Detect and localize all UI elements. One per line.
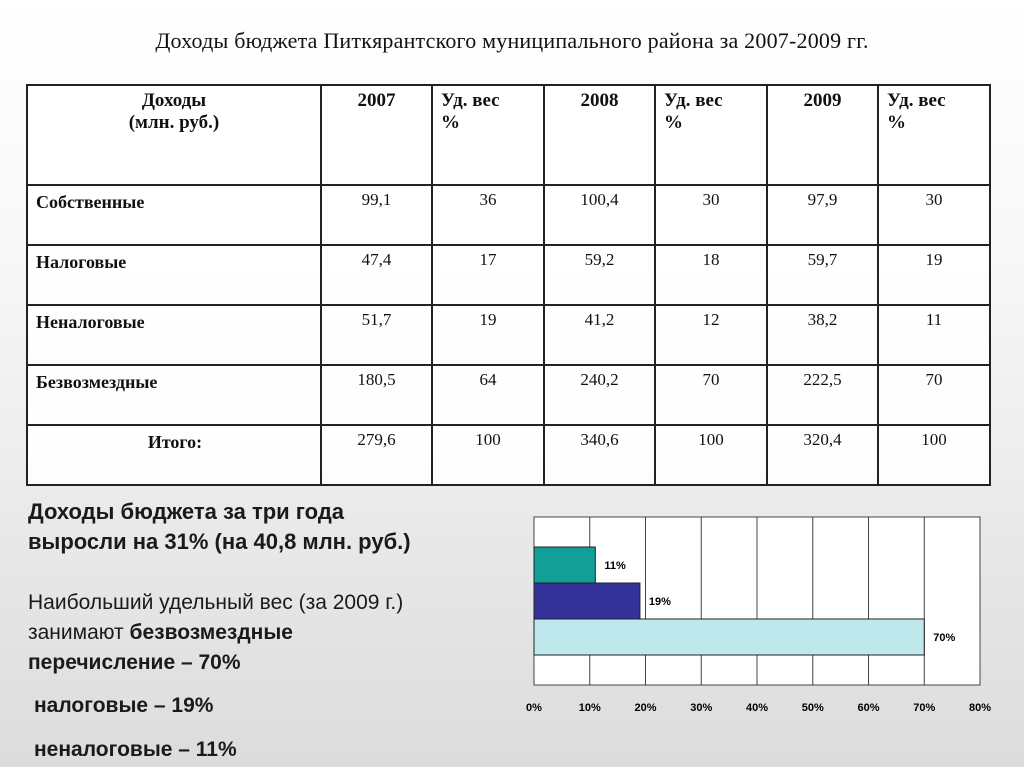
share-2008: 12 [655,305,767,365]
row-label: Итого: [27,425,321,485]
value-2007: 180,5 [321,365,432,425]
value-2009: 222,5 [767,365,878,425]
value-2009: 59,7 [767,245,878,305]
value-2008: 240,2 [544,365,655,425]
header-share-2007-line2: % [441,112,460,133]
weight-line2 [28,618,518,648]
table-row [27,245,990,305]
bar-2 [534,619,924,655]
x-tick-label: 30% [690,702,713,714]
header-income-line2: (млн. руб.) [128,112,220,133]
budget-table [26,84,991,486]
x-tick-label: 50% [801,702,824,714]
header-share-2009 [878,85,990,185]
table-total-row [27,425,990,485]
share-2007: 19 [432,305,544,365]
value-2008: 41,2 [544,305,655,365]
weight-line1: Наибольший удельный вес (за 2009 г.) [28,591,404,614]
value-2008: 340,6 [544,425,655,485]
bar-1 [534,583,640,619]
header-income [27,85,321,185]
x-tick-label: 10% [578,702,601,714]
header-share-2008-line2: % [664,112,683,133]
x-tick-label: 60% [857,702,880,714]
share-2007: 36 [432,185,544,245]
nontax-share-text: неналоговые – 11% [34,738,237,761]
x-tick-label: 0% [526,702,542,714]
x-tick-labels [526,702,991,714]
value-2007: 279,6 [321,425,432,485]
bar-label-2: 70% [933,632,956,644]
value-2007: 99,1 [321,185,432,245]
value-2007: 47,4 [321,245,432,305]
value-2009: 97,9 [767,185,878,245]
growth-line1: Доходы бюджета за три года [28,499,345,524]
share-bar-chart [510,505,1000,720]
value-2009: 38,2 [767,305,878,365]
page-title: Доходы бюджета Питкярантского муниципального района за 2007-2009 гг. [155,28,869,53]
table-row [27,305,990,365]
header-share-2007-line1: Уд. вес [441,90,500,111]
x-tick-label: 20% [634,702,657,714]
table-header-row [27,85,990,185]
header-share-2009-line2: % [887,112,906,133]
header-income-line1: Доходы [141,90,207,111]
x-tick-label: 70% [913,702,936,714]
header-share-2009-line1: Уд. вес [887,90,946,111]
row-label: Неналоговые [27,305,321,365]
weight-line2-bold: безвозмездные [129,621,293,644]
growth-summary [28,497,508,557]
header-share-2008 [655,85,767,185]
value-2008: 100,4 [544,185,655,245]
share-2007: 17 [432,245,544,305]
value-2007: 51,7 [321,305,432,365]
value-2009: 320,4 [767,425,878,485]
bar-label-0: 11% [604,560,626,572]
share-2007: 100 [432,425,544,485]
table-row [27,185,990,245]
header-2008: 2008 [544,85,655,185]
header-share-2008-line1: Уд. вес [664,90,723,111]
growth-line2: выросли на 31% (на 40,8 млн. руб.) [28,529,411,554]
share-2009: 100 [878,425,990,485]
bar-0 [534,547,595,583]
share-2009: 30 [878,185,990,245]
value-2008: 59,2 [544,245,655,305]
row-label: Налоговые [27,245,321,305]
tax-share-text: налоговые – 19% [34,694,214,717]
share-2008: 70 [655,365,767,425]
share-2008: 100 [655,425,767,485]
weight-line3: перечисление – 70% [28,651,241,674]
share-2007: 64 [432,365,544,425]
share-2009: 19 [878,245,990,305]
share-2008: 18 [655,245,767,305]
row-label: Собственные [27,185,321,245]
share-2009: 11 [878,305,990,365]
weight-summary [28,588,518,678]
header-2009: 2009 [767,85,878,185]
x-tick-label: 80% [968,702,992,714]
header-share-2007 [432,85,544,185]
weight-line2-prefix: занимают [28,621,130,644]
x-tick-label: 40% [745,702,769,714]
header-2007: 2007 [321,85,432,185]
row-label: Безвозмездные [27,365,321,425]
share-2008: 30 [655,185,767,245]
table-row [27,365,990,425]
share-2009: 70 [878,365,990,425]
bar-label-1: 19% [648,596,671,608]
